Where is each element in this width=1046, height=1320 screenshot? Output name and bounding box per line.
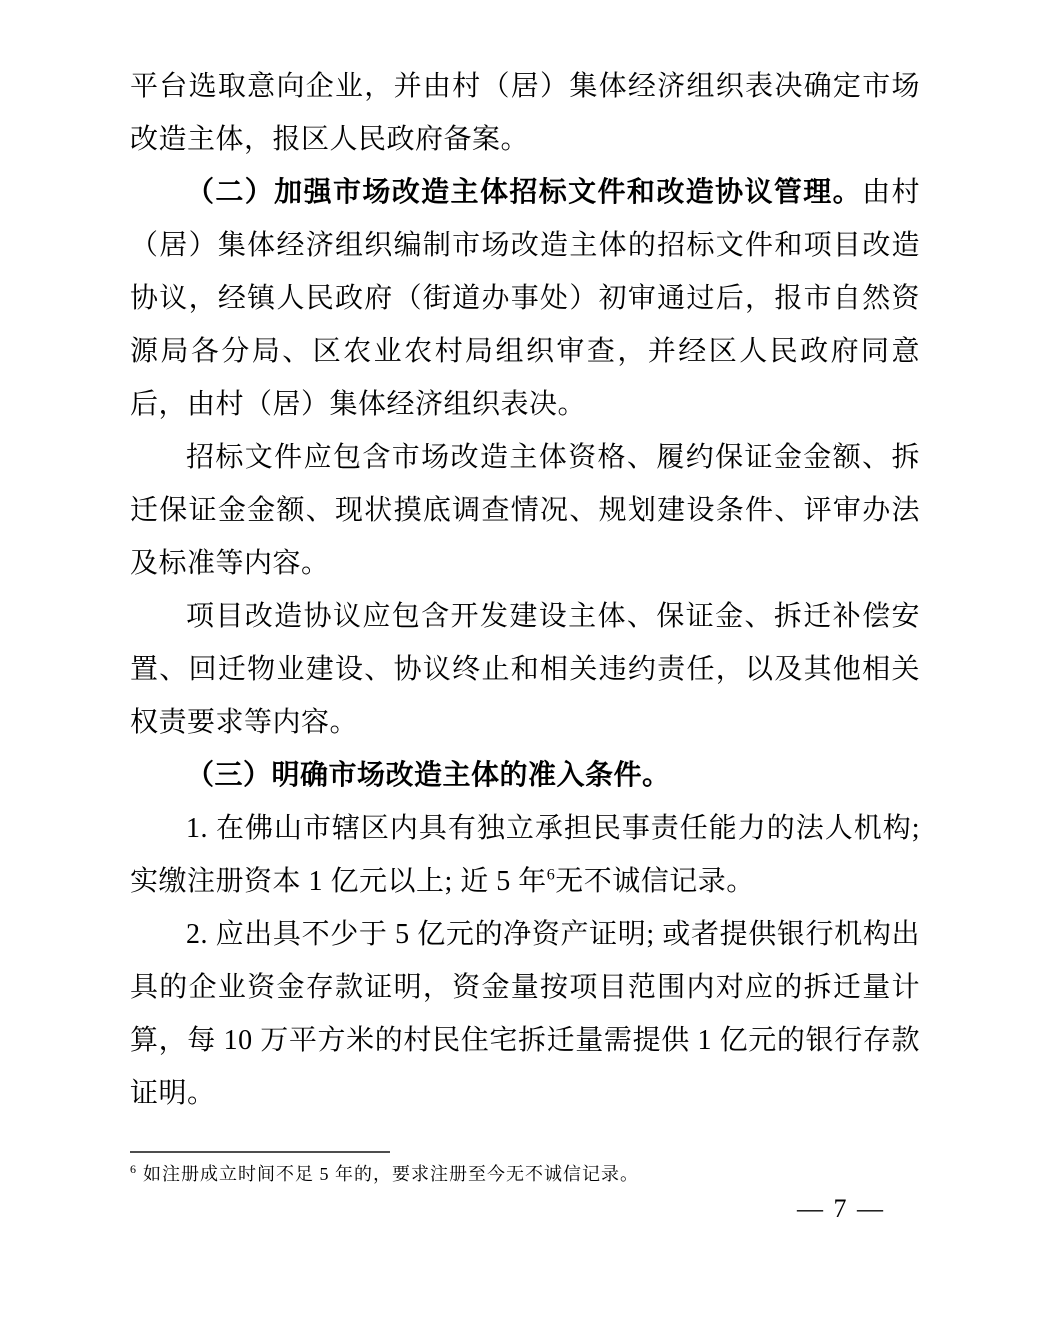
paragraph-condition-1	[130, 802, 920, 908]
footnote-separator	[130, 1151, 390, 1153]
paragraph-text: 2. 应出具不少于 5 亿元的净资产证明; 或者提供银行机构出具的企业资金存款证明，资金量按项目范围内对应的拆迁量计算，每 10 万平方米的村民住宅拆迁量需提供 1 亿元的银行存款证明。	[130, 919, 920, 1109]
paragraph-text: 招标文件应包含市场改造主体资格、履约保证金金额、拆迁保证金金额、现状摸底调查情况、规划建设条件、评审办法及标准等内容。	[130, 442, 920, 579]
footnote-text: 如注册成立时间不足 5 年的，要求注册至今无不诚信记录。	[143, 1164, 639, 1184]
footnote-marker: 6	[130, 1162, 137, 1176]
paragraph-text: 无不诚信记录。	[555, 866, 755, 897]
paragraph-bidding-docs	[130, 431, 920, 590]
section-heading-3: （三）明确市场改造主体的准入条件。	[186, 760, 671, 791]
document-body	[130, 60, 920, 1120]
paragraph-text: 1. 在佛山市辖区内具有独立承担民事责任能力的法人机构; 实缴注册资本 1 亿元以上; 近 5 年	[130, 813, 920, 897]
paragraph-continuation	[130, 60, 920, 166]
footnote-reference: 6	[546, 866, 556, 884]
paragraph-text: 由村（居）集体经济组织编制市场改造主体的招标文件和项目改造协议，经镇人民政府（街道办事处）初审通过后，报市自然资源局各分局、区农业农村局组织审查，并经区人民政府同意后，由村（居）集体经济组织表决。	[130, 177, 920, 420]
section-heading-2: （二）加强市场改造主体招标文件和改造协议管理。	[186, 177, 863, 208]
footnote	[130, 1161, 920, 1187]
paragraph-section-3	[130, 749, 920, 802]
paragraph-section-2	[130, 166, 920, 431]
paragraph-text: 平台选取意向企业，并由村（居）集体经济组织表决确定市场改造主体，报区人民政府备案。	[130, 71, 920, 155]
paragraph-text: 项目改造协议应包含开发建设主体、保证金、拆迁补偿安置、回迁物业建设、协议终止和相关违约责任，以及其他相关权责要求等内容。	[130, 601, 920, 738]
paragraph-condition-2	[130, 908, 920, 1120]
paragraph-project-agreement	[130, 590, 920, 749]
page-number: — 7 —	[797, 1194, 885, 1223]
footnote-area	[130, 1151, 920, 1187]
